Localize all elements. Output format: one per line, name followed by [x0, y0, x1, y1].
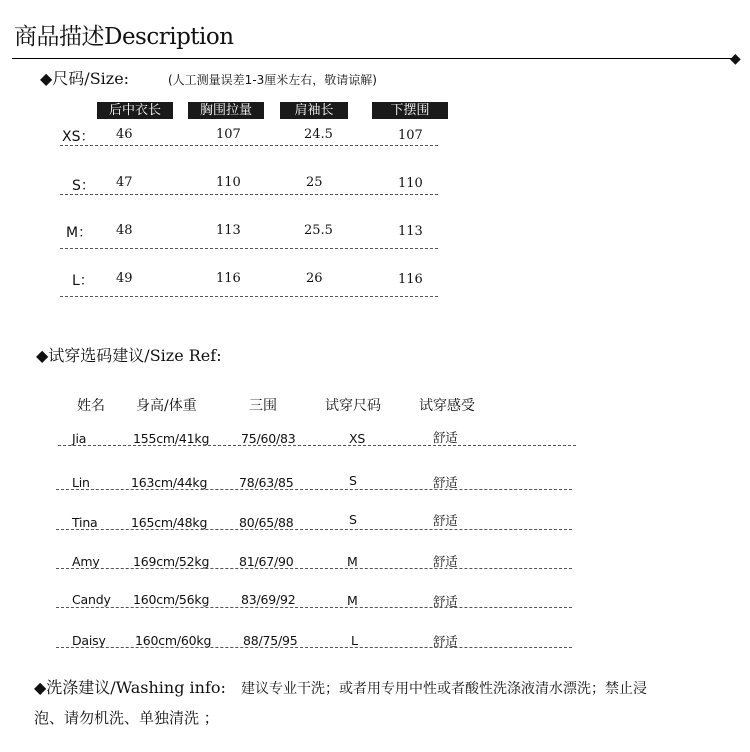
- ref-cell: L: [351, 633, 358, 648]
- ref-cell: Lin: [72, 475, 90, 490]
- ref-cell: M: [347, 593, 358, 608]
- ref-cell: 舒适: [433, 513, 458, 528]
- ref-cell: S: [349, 512, 357, 527]
- title-divider: [12, 58, 735, 59]
- washing-line1: [34, 675, 647, 698]
- ref-cell: 78/63/85: [239, 475, 294, 490]
- ref-cell: M: [347, 554, 358, 569]
- size-ref-heading: ◆试穿选码建议/Size Ref:: [36, 346, 222, 365]
- size-cell: 46: [116, 127, 133, 142]
- row-divider: [56, 607, 572, 608]
- ref-cell: 80/65/88: [239, 515, 294, 530]
- ref-cell: S: [349, 473, 357, 488]
- col-tried-size: 试穿尺码: [325, 398, 381, 414]
- ref-cell: 88/75/95: [243, 633, 298, 648]
- size-row-label: M：: [66, 225, 93, 241]
- col-shoulder-sleeve: 肩袖长: [280, 102, 348, 119]
- size-cell: 49: [116, 271, 133, 286]
- row-divider: [56, 489, 572, 490]
- ref-cell: Amy: [72, 554, 100, 569]
- row-divider: [56, 568, 572, 569]
- ref-cell: 169cm/52kg: [133, 554, 210, 569]
- size-heading: ◆尺码/Size:: [40, 69, 130, 88]
- ref-cell: Jia: [72, 431, 87, 446]
- page-title: 商品描述Description: [14, 24, 234, 50]
- row-divider: [56, 647, 572, 648]
- size-cell: 113: [398, 224, 423, 239]
- ref-cell: Daisy: [72, 633, 106, 648]
- size-cell: 25.5: [304, 223, 333, 238]
- ref-cell: 160cm/56kg: [133, 592, 210, 607]
- size-cell: 110: [398, 176, 423, 191]
- size-cell: 113: [216, 223, 241, 238]
- col-hem: 下摆围: [372, 102, 448, 119]
- col-name: 姓名: [77, 398, 105, 414]
- ref-cell: 165cm/48kg: [131, 515, 208, 530]
- row-divider: [60, 145, 438, 146]
- size-row-label: S：: [72, 178, 95, 194]
- row-divider: [58, 445, 576, 446]
- size-cell: 107: [216, 127, 241, 142]
- ref-cell: 舒适: [433, 430, 458, 445]
- size-cell: 110: [216, 175, 241, 190]
- washing-text-1: 建议专业干洗；或者用专用中性或者酸性洗涤液清水漂洗；禁止浸: [241, 681, 648, 697]
- col-measurements: 三围: [249, 398, 277, 414]
- ref-cell: 160cm/60kg: [135, 633, 212, 648]
- row-divider: [60, 194, 438, 195]
- ref-cell: XS: [349, 431, 366, 446]
- row-divider: [60, 248, 438, 249]
- size-cell: 107: [398, 128, 423, 143]
- ref-cell: Tina: [72, 515, 98, 530]
- washing-text-2: 泡、请勿机洗、单独清洗 ；: [34, 709, 219, 727]
- size-cell: 48: [116, 223, 133, 238]
- col-chest: 胸围拉量: [188, 102, 264, 119]
- ref-cell: 81/67/90: [239, 554, 294, 569]
- row-divider: [60, 296, 438, 297]
- ref-cell: 75/60/83: [241, 431, 296, 446]
- size-cell: 116: [398, 272, 423, 287]
- col-height-weight: 身高/体重: [136, 398, 197, 414]
- ref-cell: 83/69/92: [241, 592, 296, 607]
- ref-cell: 舒适: [433, 554, 458, 569]
- ref-cell: 舒适: [433, 634, 458, 649]
- size-note: (人工测量误差1-3厘米左右，敬请谅解): [168, 73, 377, 87]
- washing-heading: ◆洗涤建议/Washing info:: [34, 678, 226, 697]
- ref-cell: 163cm/44kg: [131, 475, 208, 490]
- size-row-label: XS：: [62, 129, 95, 145]
- size-cell: 24.5: [304, 127, 333, 142]
- col-feeling: 试穿感受: [419, 398, 475, 414]
- ref-cell: 155cm/41kg: [133, 431, 210, 446]
- ref-cell: 舒适: [433, 475, 458, 490]
- size-cell: 47: [116, 175, 133, 190]
- diamond-icon: ◆: [730, 51, 741, 67]
- ref-cell: 舒适: [433, 594, 458, 609]
- size-row-label: L：: [72, 273, 94, 289]
- size-cell: 26: [306, 271, 323, 286]
- ref-cell: Candy: [72, 592, 111, 607]
- size-cell: 25: [306, 175, 323, 190]
- col-back-length: 后中衣长: [97, 102, 173, 119]
- size-cell: 116: [216, 271, 241, 286]
- row-divider: [56, 529, 572, 530]
